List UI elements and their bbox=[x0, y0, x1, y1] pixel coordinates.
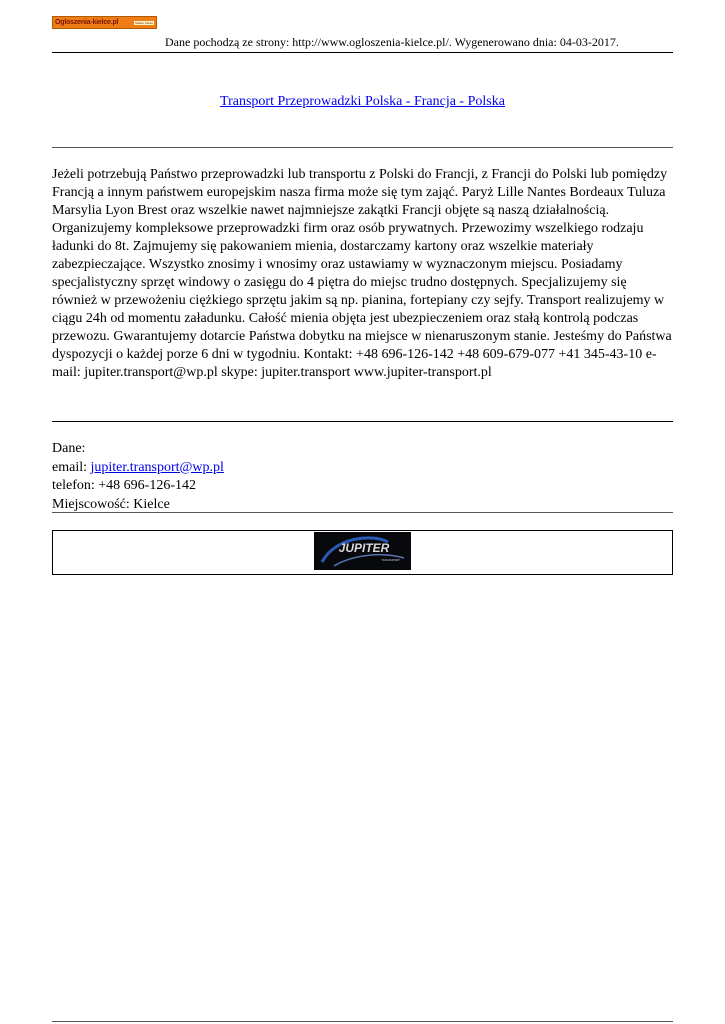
title-divider bbox=[52, 147, 673, 148]
ad-description: Jeżeli potrzebują Państwo przeprowadzki lub transportu z Polski do Francji, z Francji do Polski lub pomiędzy Francją a innym państwem europejskim nasza firma może się tym zająć. Paryż Lille Nantes Bordeaux Tuluza Marsylia Lyon Brest oraz wszelkie nawet najmniejsze zakątki Francji objęte są naszą działalnością. Organizujemy kompleksowe przeprowadzki firm oraz osób prywatnych. Przewozimy wszelkiego rodzaju ładunki do 8t. Zajmujemy się pakowaniem mienia, dostarczamy kartony oraz wszelkie materiały zabezpieczające. Wszystko znosimy i wnosimy oraz ustawiamy w wyznaczonym miejscu. Posiadamy specjalistyczny sprzęt windowy o zasięgu do 4 piętra do miejsc trudno dostępnych. Specjalizujemy się również w przewożeniu ciężkiego sprzętu jakim są np. pianina, fortepiany czy sejfy. Transport realizujemy w ciągu 24h od momentu załadunku. Całość mienia objęta jest ubezpieczeniem oraz stałą kontrolą podczas przewozu. Gwarantujemy dotarcie Państwa dobytku na miejsce w nienaruszonym stanie. Jesteśmy do Państwa dyspozycji o każdej porze 6 dni w tygodniu. Kontakt: +48 696-126-142 +48 609-679-077 +41 345-43-10 e-mail: jupiter.transport@wp.pl skype: jupiter.transport www.jupiter-transport.pl bbox=[52, 167, 672, 380]
company-logo-graphic bbox=[314, 532, 411, 570]
source-info: Dane pochodzą ze strony: http://www.ogloszenia-kielce.pl/. Wygenerowano dnia: 04-03-2017. bbox=[165, 35, 619, 49]
contact-email-row bbox=[52, 459, 224, 478]
header-divider bbox=[52, 52, 673, 53]
contact-divider bbox=[52, 512, 673, 513]
email-label: email: bbox=[52, 459, 91, 475]
company-logo-subtext: TRANSPORT bbox=[381, 558, 400, 562]
site-logo-text: Ogloszenia-kielce.pl bbox=[55, 19, 119, 26]
phone-value: +48 696-126-142 bbox=[98, 478, 196, 493]
contact-info bbox=[52, 440, 224, 514]
ad-title-link[interactable]: Transport Przeprowadzki Polska - Francja - Polska bbox=[220, 94, 505, 109]
description-divider bbox=[52, 421, 673, 422]
company-logo-text: JUPITER bbox=[338, 541, 390, 555]
location-value: Kielce bbox=[133, 496, 170, 512]
phone-label: telefon: bbox=[52, 478, 99, 493]
contact-heading: Dane: bbox=[52, 441, 86, 456]
image-frame bbox=[52, 530, 673, 575]
contact-phone-row bbox=[52, 477, 224, 496]
footer-divider bbox=[52, 1021, 673, 1022]
email-link[interactable]: jupiter.transport@wp.pl bbox=[90, 459, 224, 475]
location-label: Miejscowość: bbox=[52, 496, 134, 512]
company-logo-image bbox=[314, 532, 411, 570]
site-logo bbox=[52, 16, 157, 29]
site-logo-tag: Miasto Kielce bbox=[135, 20, 153, 25]
